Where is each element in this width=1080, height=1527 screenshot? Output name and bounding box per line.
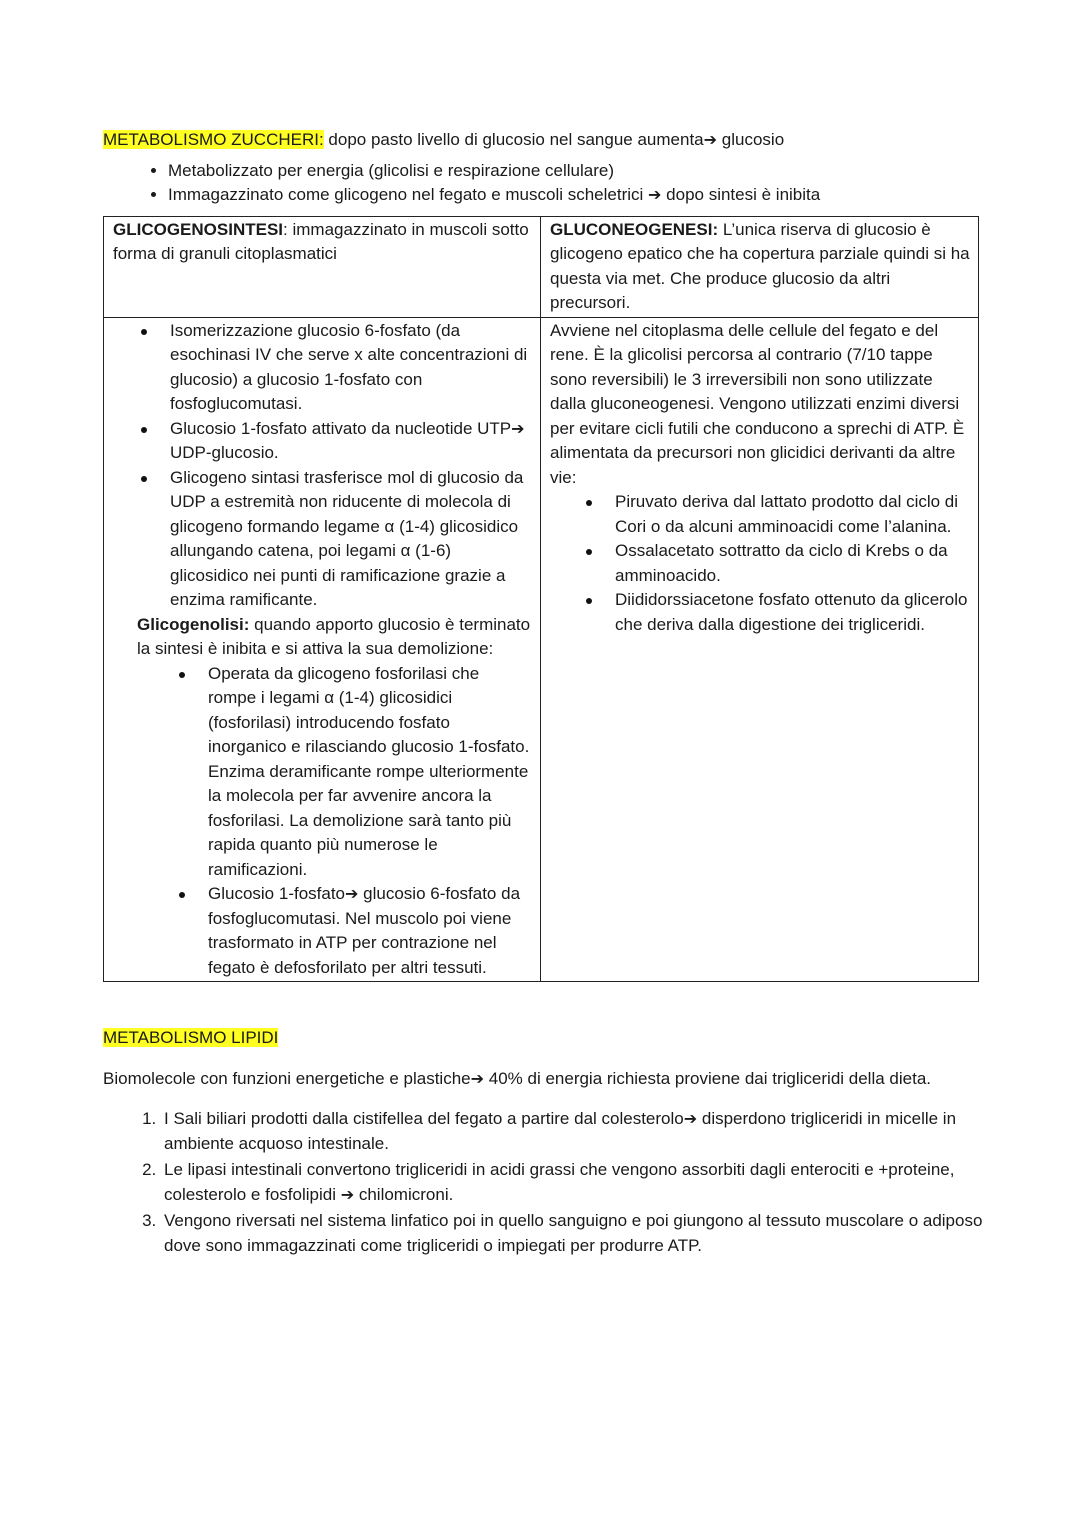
lipids-intro-text-a: Biomolecole con funzioni energetiche e plastiche [103,1068,471,1088]
precursor-text: Ossalacetato sottratto da ciclo di Krebs o da amminoacido. [615,541,948,585]
precursor-text: Piruvato deriva dal lattato prodotto dal ciclo di Cori o da alcuni amminoacidi come l’alanina. [615,492,959,536]
arrow-icon: ➔ [683,1109,698,1128]
table-row [104,216,979,317]
gluconeogenesi-header-cell [541,216,979,317]
list-item [168,183,983,208]
list-item [161,1158,983,1207]
step-text: Isomerizzazione glucosio 6-fosfato (da esochinasi IV che serve x alte concentrazioni di glucosio) a glucosio 1-fosfato con fosfoglucomutasi. [170,320,528,413]
bullet-text: Metabolizzato per energia (glicolisi e respirazione cellulare) [168,160,614,180]
lipids-section [103,1026,983,1258]
step-text: disperdono trigliceridi in micelle in ambiente acquoso intestinale. [164,1109,957,1153]
list-item [168,159,983,184]
sugars-intro [103,128,983,153]
arrow-icon: ➔ [703,130,718,149]
arrow-icon: ➔ [511,418,525,438]
gluconeogenesi-precursors [550,490,970,637]
sugars-bullet-list [103,159,983,208]
lipids-intro [103,1067,983,1092]
arrow-icon: ➔ [340,1184,355,1204]
step-text: Glucosio 1-fosfato attivato da nucleotide UTP [170,418,512,438]
document-page [103,128,983,1260]
gluconeogenesi-body-cell [541,317,979,982]
lipids-steps [103,1107,983,1258]
list-item [161,1209,983,1258]
gluconeogenesi-title: GLUCONEOGENESI: [550,219,719,239]
list-item [615,588,970,637]
glicogenosintesi-steps [104,319,532,613]
glicogenolisi-steps [104,662,532,981]
gluconeogenesi-body-text: Avviene nel citoplasma delle cellule del fegato e del rene. È la glicolisi percorsa al contrario (7/10 tappe sono reversibili) le 3 irreversibili non sono utilizzate dalla gluconeogenesi. Vengono utilizzati enzimi diversi per evitare cicli futili che conducono a sprechi di ATP. È alimentata da precursori non glicidici derivanti da altre vie: [550,320,965,487]
glicogenosintesi-description: : immagazzinato in muscoli sotto forma di granuli citoplasmatici [113,219,529,263]
comparison-table [103,216,979,983]
bullet-text: Immagazzinato come glicogeno nel fegato e muscoli scheletrici [168,185,649,204]
glicogenolisi-title: Glicogenolisi: [137,614,250,634]
bullet-text: dopo sintesi è inibita [661,185,821,204]
list-item [170,466,532,613]
sugars-heading: METABOLISMO ZUCCHERI: [103,130,324,149]
glicogenolisi-description: quando apporto glucosio è terminato la sintesi è inibita e si attiva la sua demolizione: [137,614,531,658]
list-item [170,417,532,466]
list-item [170,319,532,417]
step-text: glucosio 6-fosfato da fosfoglucomutasi. Nel muscolo poi viene trasformato in ATP per contrazione nel fegato è defosforilato per altri tessuti. [208,884,521,977]
step-text: Vengono riversati nel sistema linfatico poi in quello sanguigno e poi giungono al tessuto muscolare o adiposo dove sono immagazzinati come trigliceridi o impiegati per produrre ATP. [164,1211,983,1255]
step-text: I Sali biliari prodotti dalla cistifellea del fegato a partire dal colesterolo [164,1109,684,1128]
step-text: chilomicroni. [354,1184,454,1204]
step-text: Operata da glicogeno fosforilasi che rompe i legami α (1-4) glicosidici (fosforilasi) introducendo fosfato inorganico e rilasciando glucosio 1-fosfato. Enzima deramificante rompe ulteriormente la molecola per far avvenire ancora la fosforilasi. La demolizione sarà tanto più rapida quanto più numerose le ramificazioni. [208,663,530,879]
sugars-intro-text-b: glucosio [717,130,785,149]
arrow-icon: ➔ [648,185,662,204]
sugars-intro-text-a: dopo pasto livello di glucosio nel sangue aumenta [323,130,704,149]
glicogenosintesi-header-cell [104,216,541,317]
glicogenolisi-paragraph [104,613,532,662]
gluconeogenesi-description: L’unica riserva di glucosio è glicogeno epatico che ha copertura parziale quindi si ha questa via met. Che produce glucosio da altri precursori. [550,219,970,312]
list-item [208,662,532,883]
list-item [208,882,532,980]
step-text: Le lipasi intestinali convertono trigliceridi in acidi grassi che vengono assorbiti dagli enterociti e +proteine, colesterolo e fosfolipidi [164,1160,955,1204]
lipids-heading: METABOLISMO LIPIDI [103,1028,279,1047]
glicogenosintesi-title: GLICOGENOSINTESI [113,219,284,239]
table-row [104,317,979,982]
arrow-icon: ➔ [345,884,359,903]
lipids-intro-text-b: 40% di energia richiesta proviene dai trigliceridi della dieta. [484,1068,932,1088]
list-item [615,539,970,588]
list-item [615,490,970,539]
glicogenosintesi-body-cell [104,317,541,982]
precursor-text: Diididorssiacetone fosfato ottenuto da glicerolo che deriva dalla digestione dei trigliceridi. [615,590,968,634]
arrow-icon: ➔ [470,1068,485,1088]
step-text: UDP-glucosio. [170,443,279,462]
step-text: Glucosio 1-fosfato [208,884,346,903]
list-item [161,1107,983,1156]
step-text: Glicogeno sintasi trasferisce mol di glucosio da UDP a estremità non riducente di molecola di glicogeno formando legame α (1-4) glicosidico allungando catena, poi legami α (1-6) glicosidico nei punti di ramificazione grazie a enzima ramificante. [170,467,524,609]
